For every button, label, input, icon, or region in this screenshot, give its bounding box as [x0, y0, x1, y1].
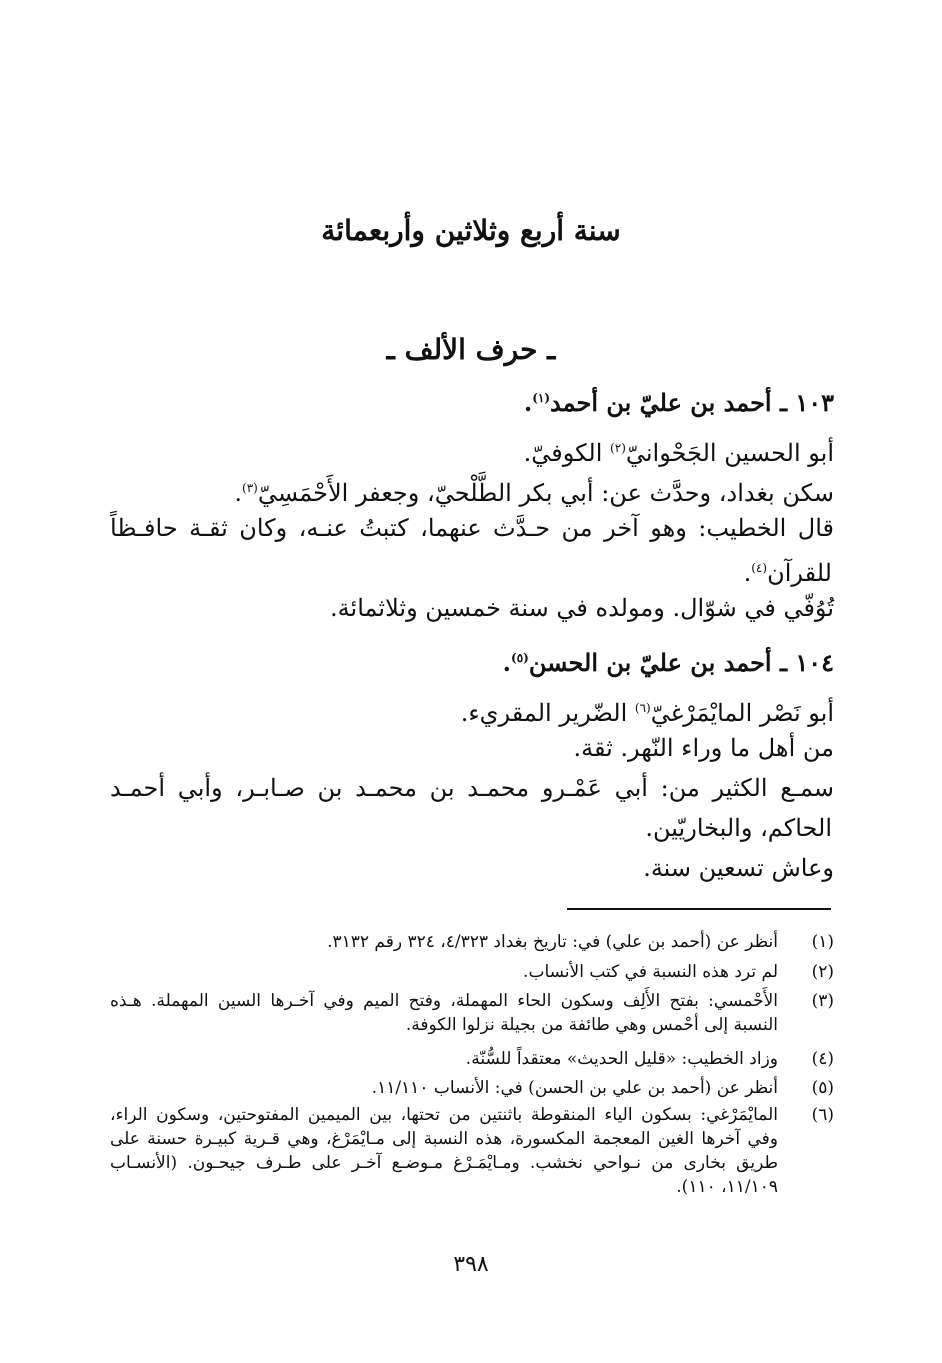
- footnote-ref: (٢): [610, 441, 626, 455]
- entry-line: قال الخطيب: وهو آخر من حـدَّث عنهما، كتبتُ عنـه، وكان ثقـة حافـظاً: [110, 514, 834, 542]
- footnote-ref: (١): [532, 391, 551, 405]
- footnote-text: لم ترد هذه النسبة في كتب الأنساب.: [523, 962, 778, 982]
- footnote: [110, 989, 834, 1039]
- entry-number: ١٠٣ ـ: [779, 388, 834, 417]
- entry-line: سكن بغداد، وحدَّث عن: أبي بكر الطَّلْحيّ، وجعفر الأَحْمَسِيّ$^{(٣)}$.: [234, 479, 834, 507]
- entry-line: أبو نَصْر المايْمَرْغيّ$^{(٦)}$ الضّرير المقريء.: [460, 699, 834, 727]
- entry-line: تُوُفّي في شوّال. ومولده في سنة خمسين وثلاثمائة.: [330, 594, 834, 622]
- footnote: [110, 1103, 834, 1213]
- footnote-number: (٥): [811, 1078, 834, 1098]
- footnote-text: وزاد الخطيب: «قليل الحديث» معتقداً للسُّنّة.: [465, 1049, 778, 1069]
- footnote-text: المايْمَرْغي: بسكون الياء المنقوطة باثنتين من تحتها، بين الميمين المفتوحتين، وسكون الراء، وفي آخرها الغين المعجمة المكسورة، هذه النسبة إلى مـايْمَرْغ، وهي قـرية كبيـرة حسنة على طريق بخارى من نـواحي نخشب. ومـايْمَـرْغ مـوضـع آخـر على طـرف جيحـون. (الأنسـاب ١١/١٠٩، ١١٠).: [110, 1105, 778, 1197]
- footnote-number: (٢): [811, 962, 834, 982]
- footnote-number: (١): [811, 932, 834, 952]
- footnote-number: (٣): [811, 991, 834, 1011]
- footnote-ref: (٤): [751, 561, 768, 575]
- footnote: [110, 930, 834, 954]
- footnote-ref: (٣): [242, 481, 258, 495]
- footnote-text: أنظر عن (أحمد بن علي بن الحسن) في: الأنساب ١١/١١٠.: [371, 1078, 778, 1098]
- entry-name: أحمد بن عليّ بن الحسن: [528, 648, 772, 677]
- entry-heading: ١٠٣ ـ أحمد بن عليّ بن أحمد$^{(١)}$.: [523, 388, 834, 417]
- entry-line: الحاكم، والبخاريّين.: [645, 814, 832, 842]
- footnote: [110, 1076, 834, 1100]
- entry-line: سمـع الكثير من: أبي عَمْـرو محمـد بن محمـد بن صـابـر، وأبي أحمـد: [110, 774, 834, 802]
- footnote-ref: (٥): [511, 651, 529, 665]
- entry-line: من أهل ما وراء النّهر. ثقة.: [573, 734, 834, 762]
- year-heading: سنة أربع وثلاثين وأربعمائة: [321, 214, 621, 247]
- footnote-number: (٦): [811, 1105, 834, 1125]
- footnote: [110, 1047, 834, 1071]
- footnote-ref: (٦): [634, 701, 651, 715]
- section-heading: ـ حرف الألف ـ: [386, 333, 556, 366]
- footnote: [110, 960, 834, 984]
- footnote-divider: [567, 908, 831, 910]
- entry-line: وعاش تسعين سنة.: [643, 854, 834, 882]
- entry-number: ١٠٤ ـ: [779, 648, 834, 677]
- entry-heading: ١٠٤ ـ أحمد بن عليّ بن الحسن$^{(٥)}$.: [502, 648, 834, 677]
- footnote-text: الأَحْمسي: بفتح الأَلِف وسكون الحاء المهملة، وفتح الميم وفي آخـرها السين المهملة. هـذه النسبة إلى أحْمس وهي طائفة من بجيلة نزلوا الكوفة.: [110, 991, 778, 1035]
- page-number: ٣٩٨: [453, 1252, 489, 1277]
- entry-line: للقرآن$^{(٤)}$.: [743, 559, 832, 587]
- footnote-number: (٤): [811, 1049, 834, 1069]
- entry-line: أبو الحسين الجَحْوانيّ$^{(٢)}$ الكوفيّ.: [523, 439, 834, 467]
- footnote-text: أنظر عن (أحمد بن علي) في: تاريخ بغداد ٤/٣٢٣، ٣٢٤ رقم ٣١٣٢.: [327, 932, 778, 952]
- entry-name: أحمد بن عليّ بن أحمد: [550, 388, 772, 417]
